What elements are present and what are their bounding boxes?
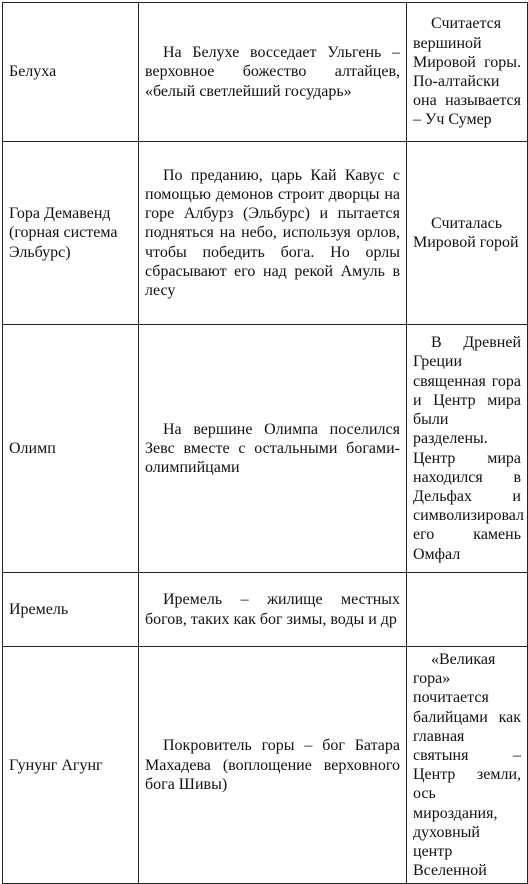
table-row <box>3 142 528 325</box>
mountain-note: В Древней Греции священная гора и Центр мира были разделены. Центр мира находился в Дельфах и символизировал его камень Омфал <box>413 334 525 563</box>
table-body <box>3 3 528 884</box>
mountain-description: На вершине Олимпа поселился Зевс вместе с остальными богами-олимпийцами <box>145 420 400 477</box>
note-cell <box>407 3 528 142</box>
mountain-note: Считалась Мировой горой <box>413 214 519 251</box>
mountain-name: Гунунг Агунг <box>9 756 103 774</box>
table-row <box>3 647 528 884</box>
description-cell <box>139 647 407 884</box>
mountain-description: Покровитель горы – бог Батара Махадева (воплощение верховного бога Шивы) <box>145 737 400 793</box>
mountain-name-cell <box>3 647 139 884</box>
mountain-name: Гора Демавенд (горная система Эльбурс) <box>9 205 118 261</box>
description-cell <box>139 142 407 325</box>
description-cell <box>139 573 407 647</box>
mountain-description: По преданию, царь Кай Кавус с помощью демонов строит дворцы на горе Албурз (Эльбурс) и пытается подняться на небо, используя орлов, чтобы победить бога. Но орлы сбрасывают его над рекой Амуль в лесу <box>145 166 400 299</box>
table-row <box>3 325 528 573</box>
mountain-note: Считается вершиной Мировой горы. По-алтайски она называется – Уч Сумер <box>413 15 521 129</box>
mountain-note: «Великая гора» почитается балийцами как главная святыня – Центр земли, ось мироздания, духовный центр Вселенной <box>413 651 521 880</box>
mountains-table <box>2 2 528 884</box>
note-cell <box>407 142 528 325</box>
mountain-name-cell <box>3 3 139 142</box>
description-cell <box>139 325 407 573</box>
mountain-name-cell <box>3 325 139 573</box>
table-row <box>3 573 528 647</box>
mountain-description: Иремель – жилище местных богов, таких как бог зимы, воды и др <box>145 591 400 628</box>
mountain-name-cell <box>3 573 139 647</box>
mountain-name: Олимп <box>9 439 56 457</box>
mountain-description: На Белухе восседает Ульгень – верховное божество алтайцев, «белый светлейший государь» <box>145 44 400 100</box>
note-cell <box>407 647 528 884</box>
note-cell <box>407 573 528 647</box>
table-row <box>3 3 528 142</box>
mountain-name: Белуха <box>9 63 57 81</box>
mountain-name: Иремель <box>9 600 69 618</box>
note-cell <box>407 325 528 573</box>
description-cell <box>139 3 407 142</box>
mountain-name-cell <box>3 142 139 325</box>
